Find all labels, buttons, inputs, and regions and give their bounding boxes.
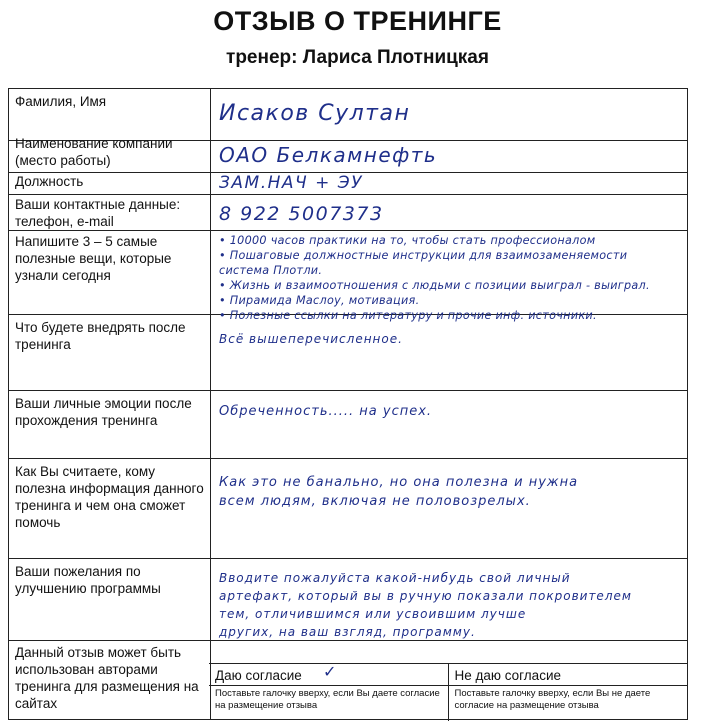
wishes-line: других, на ваш взгляд, программу. (219, 625, 476, 639)
label-emotions: Ваши личные эмоции после прохождения тренинга (15, 396, 192, 428)
page-title: ОТЗЫВ О ТРЕНИНГЕ (213, 6, 502, 36)
row-company (9, 136, 687, 173)
label-company: Наименование компании (место работы) (15, 136, 173, 168)
consent-agree[interactable] (209, 664, 448, 721)
label-implement: Что будете внедрять после тренинга (15, 320, 186, 352)
row-implement (9, 315, 687, 391)
trainer-subtitle: тренер: Лариса Плотницкая (226, 47, 489, 68)
row-name (9, 89, 687, 141)
label-wishes: Ваши пожелания по улучшению программы (15, 564, 161, 596)
useful-line: всем людям, включая не половозрелых. (219, 494, 531, 509)
answer-learned[interactable] (219, 233, 683, 323)
answer-position[interactable]: ЗАМ.НАЧ + ЭУ (219, 173, 363, 193)
answer-useful-for[interactable] (219, 473, 683, 511)
wishes-line: артефакт, который вы в ручную показали покровителем (219, 589, 632, 603)
useful-line: Как это не банально, но она полезна и нужна (219, 475, 579, 490)
learned-line: • Жизнь и взаимоотношения с людьми с позиции выиграл - выиграл. (219, 279, 650, 292)
learned-line: • 10000 часов практики на то, чтобы стать профессионалом (219, 234, 596, 247)
learned-line: • Пошаговые должностные инструкции для взаимозаменяемости (219, 249, 628, 262)
label-name: Фамилия, Имя (15, 94, 107, 109)
wishes-line: Вводите пожалуйста какой-нибудь свой личный (219, 571, 571, 585)
answer-contacts[interactable]: 8 922 5007373 (219, 203, 384, 225)
wishes-line: тем, отличившимся или усвоившим лучше (219, 607, 527, 621)
disagree-label: Не даю согласие (449, 664, 688, 686)
row-wishes (9, 559, 687, 641)
row-emotions (9, 391, 687, 459)
feedback-form (8, 88, 688, 720)
label-useful-for: Как Вы считаете, кому полезна информация данного тренинга и чем она сможет помочь (15, 464, 204, 530)
label-position: Должность (15, 174, 84, 189)
agree-hint: Поставьте галочку вверху, если Вы даете согласие на размещение отзыва (215, 688, 440, 711)
answer-name[interactable]: Исаков Султан (219, 101, 411, 126)
checkmark-icon: ✓ (323, 664, 337, 681)
label-contacts: Ваши контактные данные: телефон, e-mail (15, 197, 181, 229)
row-useful-for (9, 459, 687, 559)
learned-line: • Пирамида Маслоу, мотивация. (219, 294, 420, 307)
consent-options (209, 663, 687, 721)
consent-disagree[interactable] (448, 664, 688, 721)
answer-company[interactable]: ОАО Белкамнефть (219, 143, 438, 167)
row-learned (9, 231, 687, 322)
answer-emotions[interactable]: Обреченность..... на успех. (219, 404, 433, 419)
answer-implement[interactable]: Всё вышеперечисленное. (219, 332, 403, 346)
answer-wishes[interactable] (219, 569, 683, 641)
row-contacts (9, 195, 687, 231)
label-learned: Напишите 3 – 5 самые полезные вещи, которые узнали сегодня (15, 234, 172, 283)
disagree-hint: Поставьте галочку вверху, если Вы не даете согласие на размещение отзыва (454, 688, 651, 711)
agree-label: Даю согласие (209, 664, 448, 686)
learned-line: • Полезные ссылки на литературу и прочие инф. источники. (219, 309, 597, 322)
label-consent: Данный отзыв может быть использован авторами тренинга для размещения на сайтах (15, 645, 199, 711)
learned-line: система Плотли. (219, 264, 323, 277)
row-consent (9, 641, 687, 721)
row-position (9, 173, 687, 195)
